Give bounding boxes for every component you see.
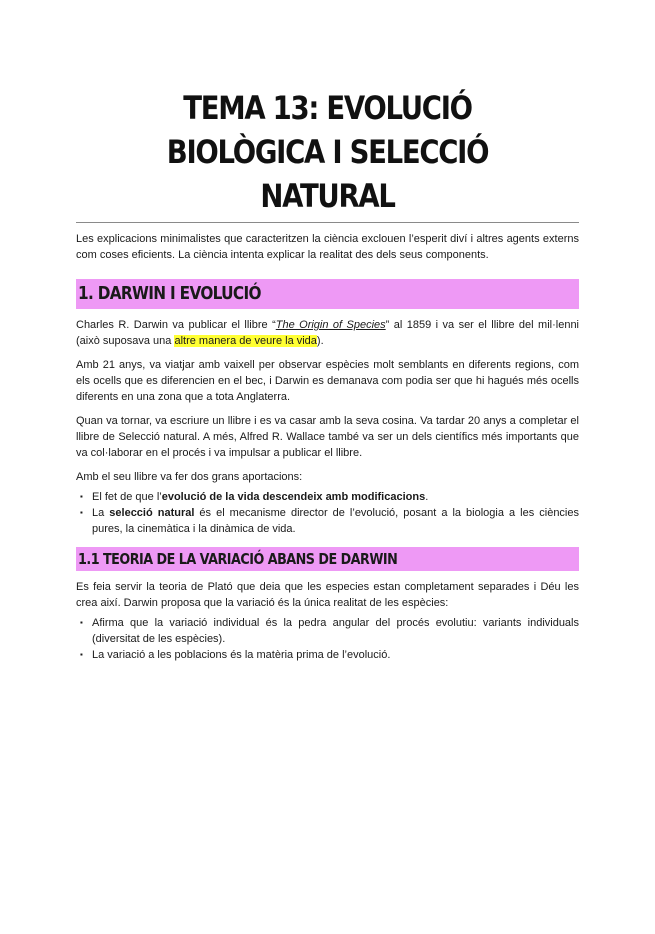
bullet-icon: ▪ [80,492,83,501]
bullet-icon: ▪ [80,650,83,659]
paragraph-contributions: Amb el seu llibre va fer dos grans aportacions: [76,471,303,483]
document-page [0,86,655,934]
paragraph-origin-of-species: Charles R. Darwin va publicar el llibre “The Origin of Species” al 1859 i va ser el llibre del mil·lenni (això suposava una altre manera de veure la vida). [76,319,579,347]
paragraph-return: Quan va tornar, va escriure un llibre i es va casar amb la seva cosina. Va tardar 20 anys a completar el llibre de Selecció natural. A més, Alfred R. Wallace també va ser un dels científics més importants que va col·laborar en el procés i va impulsar a publicar el llibre. [76,415,579,459]
paragraph-voyage: Amb 21 anys, va viatjar amb vaixell per observar espècies molt semblants en diferents regions, com els ocells que es diferencien en el bec, i Darwin es demanava com podia ser que hi hagués més ocells diferents en una zona que a tota Anglaterra. [76,359,579,403]
highlighted-text: altre manera de veure la vida [174,335,317,347]
contributions-list [76,489,579,537]
title-divider [76,222,579,223]
paragraph-plato-theory: Es feia servir la teoria de Plató que deia que les especies estan completament separades i Déu les crea així. Darwin proposa que la variació és la única realitat de les espècies: [76,581,579,609]
bullet-icon: ▪ [80,618,83,627]
intro-paragraph: Les explicacions minimalistes que caracteritzen la ciència exclouen l’esperit diví i altres agents externs com coses eficients. La ciència intenta explicar la realitat des dels seus components. [76,233,579,261]
list-item: ▪ La variació a les poblacions és la matèria prima de l’evolució. [80,649,391,661]
list-item: ▪ La selecció natural és el mecanisme director de l’evolució, posant a la biologia a les ciències pures, la cinemàtica i la dinàmica de vida. [80,507,579,535]
section-heading-variation-theory: 1.1 TEORIA DE LA VARIACIÓ ABANS DE DARWIN [76,547,579,571]
page-title: TEMA 13: EVOLUCIÓ BIOLÒGICA I SELECCIÓ NATURAL [166,89,489,215]
list-item: ▪ Afirma que la variació individual és la pedra angular del procés evolutiu: variants individuals (diversitat de les espècies). [80,617,579,645]
book-title: The Origin of Species [275,319,386,331]
variation-list [76,615,579,663]
list-item: ▪ El fet de que l’evolució de la vida descendeix amb modificacions. [80,491,429,503]
bullet-icon: ▪ [80,508,83,517]
section-heading-darwin: 1. DARWIN I EVOLUCIÓ [76,279,579,309]
